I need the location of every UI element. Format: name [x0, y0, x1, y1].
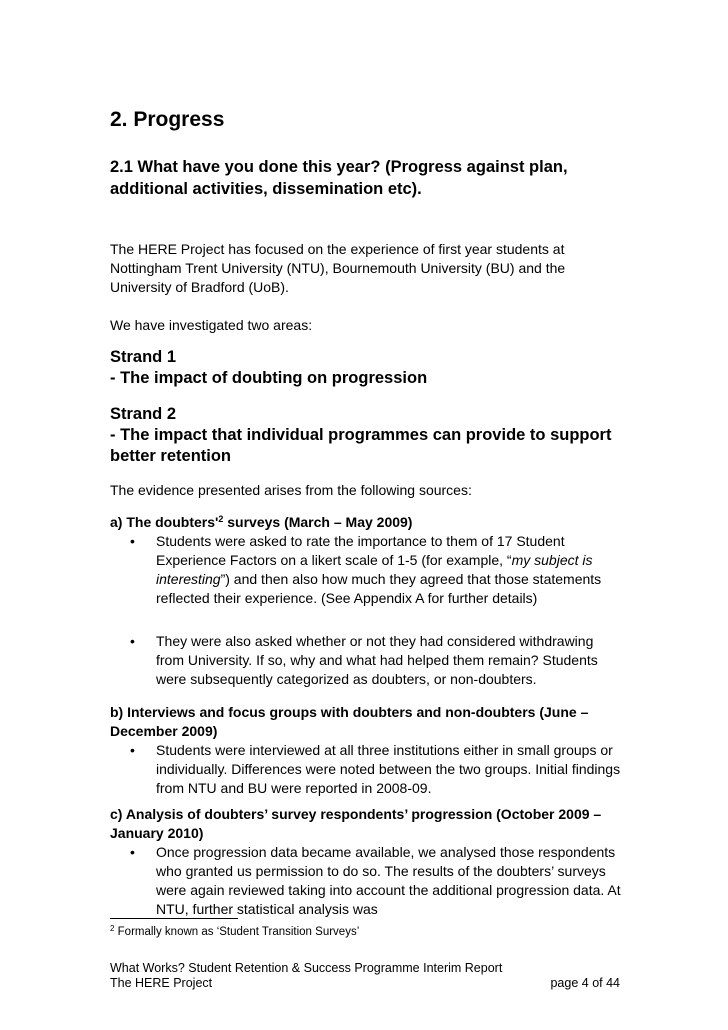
section-b-bullet-1: • Students were interviewed at all three institutions either in small groups or individually. Differences were noted between the two groups. Initial findings from NTU and BU were reported in 2008-09.	[130, 742, 621, 796]
intro-paragraph: The HERE Project has focused on the experience of first year students at Nottingham Trent University (NTU), Bournemouth University (BU) and the University of Bradford (UoB).	[110, 241, 566, 295]
section-heading: 2. Progress	[110, 108, 225, 131]
footnote-text: Formally known as ‘Student Transition Surveys’	[114, 926, 360, 938]
strand-1-title: Strand 1	[110, 348, 177, 366]
section-a-bullet-2: • They were also asked whether or not they had considered withdrawing from University. If so, why and what had helped them remain? Students were subsequently categorized as doubters, or non-doubters.	[130, 633, 598, 687]
footer-project-name: The HERE Project	[110, 976, 213, 990]
footnote	[110, 925, 359, 940]
section-a-bullet-1: • Students were asked to rate the importance to them of 17 Student Experience Factors on a likert scale of 1-5 (for example, “my subject is interesting”) and then also how much they agreed that those statements reflected their experience. (See Appendix A for further details)	[130, 533, 602, 606]
areas-intro: We have investigated two areas:	[110, 317, 313, 333]
section-a-title: a) The $doubters'^2$ surveys (March – May 2009)	[110, 514, 413, 530]
strand-1-text: - The impact of doubting on progression	[110, 369, 428, 387]
bullet-glyph: •	[130, 742, 135, 758]
section-c-bullet-1: • Once progression data became available, we analysed those respondents who granted us permission to do so. The results of the doubters’ surveys were again reviewed taking into account the additional progression data. At NTU, further statistical analysis was	[130, 844, 621, 917]
bullet-glyph: •	[130, 633, 135, 649]
bullet-glyph: •	[130, 844, 135, 860]
strand-2-text: - The impact that individual programmes can provide to support better retention	[110, 426, 612, 465]
footer-page-number: page 4 of 44	[550, 976, 620, 990]
footer-report-title: What Works? Student Retention & Success Programme Interim Report	[110, 961, 503, 975]
footnote-ref: 2	[218, 514, 224, 524]
evidence-intro: The evidence presented arises from the following sources:	[110, 482, 472, 498]
page-footer	[110, 961, 620, 991]
footnote-number: 2	[110, 924, 115, 933]
bullet-glyph: •	[130, 533, 135, 549]
section-c-title: c) Analysis of doubters’ survey respondents’ progression (October 2009 – January 2010)	[110, 806, 602, 841]
strand-2	[110, 404, 630, 467]
strand-2-title: Strand 2	[110, 405, 177, 423]
strand-1	[110, 347, 630, 389]
subsection-heading: 2.1 What have you done this year? (Progress against plan, additional activities, dissemination etc).	[110, 158, 568, 198]
footnote-divider	[110, 918, 238, 919]
section-b-title: b) Interviews and focus groups with doubters and non-doubters (June – December 2009)	[110, 704, 589, 739]
